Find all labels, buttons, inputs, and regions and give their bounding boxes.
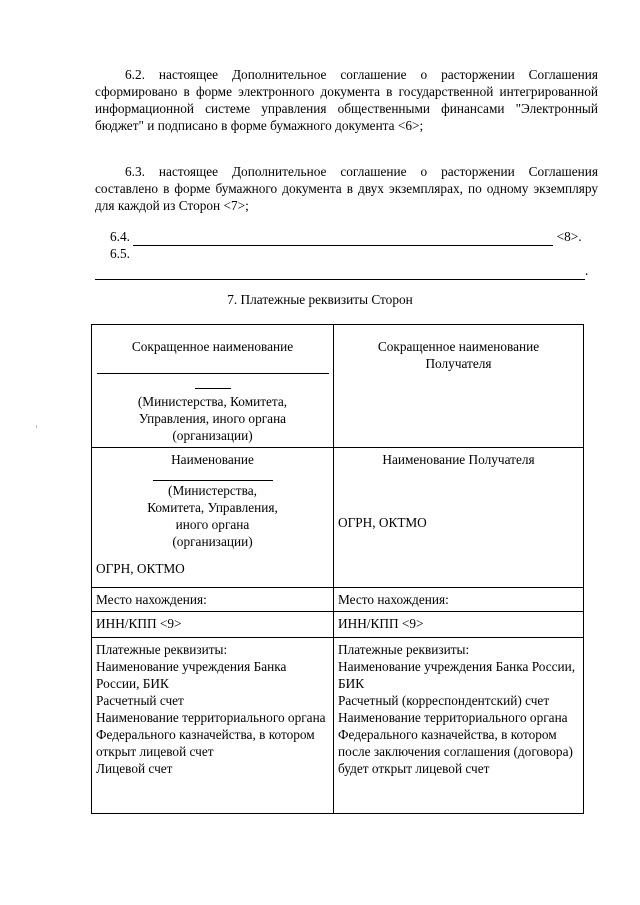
right-inn-cell: ИНН/КПП <9> xyxy=(334,612,584,638)
cell-line: Расчетный счет xyxy=(96,693,184,708)
table-row xyxy=(92,612,584,638)
table-row xyxy=(92,325,584,448)
table-row xyxy=(92,638,584,814)
fill-in-line xyxy=(153,480,273,481)
cell-title: Наименование Получателя xyxy=(382,452,535,467)
clause-6-5 xyxy=(110,245,130,262)
table-row xyxy=(92,448,584,588)
cell-title: Сокращенное наименование Получателя xyxy=(377,339,540,371)
fill-in-line xyxy=(133,228,553,246)
cell-line: Наименование территориального органа Федерального казначейства, в котором после заключения соглашения (договора) будет открыт лицевой счет xyxy=(338,710,573,776)
clause-text: настоящее Дополнительное соглашение о расторжении Соглашения составлено в форме бумажного документа в двух экземплярах, по одному экземпляру для каждой из Сторон <7>; xyxy=(95,164,599,213)
cell-line: Наименование учреждения Банка России, БИК xyxy=(96,659,287,691)
left-payment-cell xyxy=(92,638,334,814)
cell-codes: ОГРН, ОКТМО xyxy=(338,515,427,530)
left-location-cell: Место нахождения: xyxy=(92,588,334,612)
clause-6-5-line xyxy=(95,262,588,280)
right-location-cell: Место нахождения: xyxy=(334,588,584,612)
left-inn-cell: ИНН/КПП <9> xyxy=(92,612,334,638)
clause-6-3 xyxy=(95,163,598,214)
clause-number: 6.3. xyxy=(125,164,145,179)
clause-number: 6.4. xyxy=(110,229,130,244)
payment-details-table xyxy=(91,324,584,814)
fill-in-line xyxy=(95,262,585,280)
cell-title: Сокращенное наименование xyxy=(131,339,294,354)
right-name-cell xyxy=(334,448,584,588)
cell-line: Наименование территориального органа Федерального казначейства, в котором открыт лицевой счет xyxy=(96,710,326,759)
clause-suffix: . xyxy=(585,263,589,278)
right-short-name-cell xyxy=(334,325,584,448)
section-title: 7. Платежные реквизиты Сторон xyxy=(227,292,413,307)
clause-6-4 xyxy=(110,228,582,246)
cell-line: Расчетный (корреспондентский) счет xyxy=(338,693,550,708)
left-short-name-cell xyxy=(92,325,334,448)
cell-codes: ОГРН, ОКТМО xyxy=(96,561,185,576)
table-row xyxy=(92,588,584,612)
cell-line: Лицевой счет xyxy=(96,761,173,776)
clause-6-2 xyxy=(95,66,598,134)
left-name-cell xyxy=(92,448,334,588)
cell-note: (Министерства, Комитета, Управления, иного органа (организации) xyxy=(147,483,278,549)
cell-line: Платежные реквизиты: xyxy=(338,642,470,657)
cell-line: Платежные реквизиты: xyxy=(96,642,228,657)
clause-number: 6.5. xyxy=(110,246,130,261)
clause-text: настоящее Дополнительное соглашение о расторжении Соглашения сформировано в форме электронного документа в государственной интегрированной информационной системе управления общественными финансами "Электронный бюджет" и подписано в форме бумажного документа <6>; xyxy=(95,67,599,133)
fill-in-line xyxy=(97,373,329,374)
right-payment-cell xyxy=(334,638,584,814)
clause-suffix: <8>. xyxy=(556,229,582,244)
cell-line: Наименование учреждения Банка России, БИК xyxy=(338,659,576,691)
cell-note: (Министерства, Комитета, Управления, иного органа (организации) xyxy=(137,394,288,443)
fill-in-line xyxy=(195,388,231,389)
scan-mark xyxy=(36,425,37,428)
cell-title: Наименование xyxy=(171,452,254,467)
clause-number: 6.2. xyxy=(125,67,145,82)
